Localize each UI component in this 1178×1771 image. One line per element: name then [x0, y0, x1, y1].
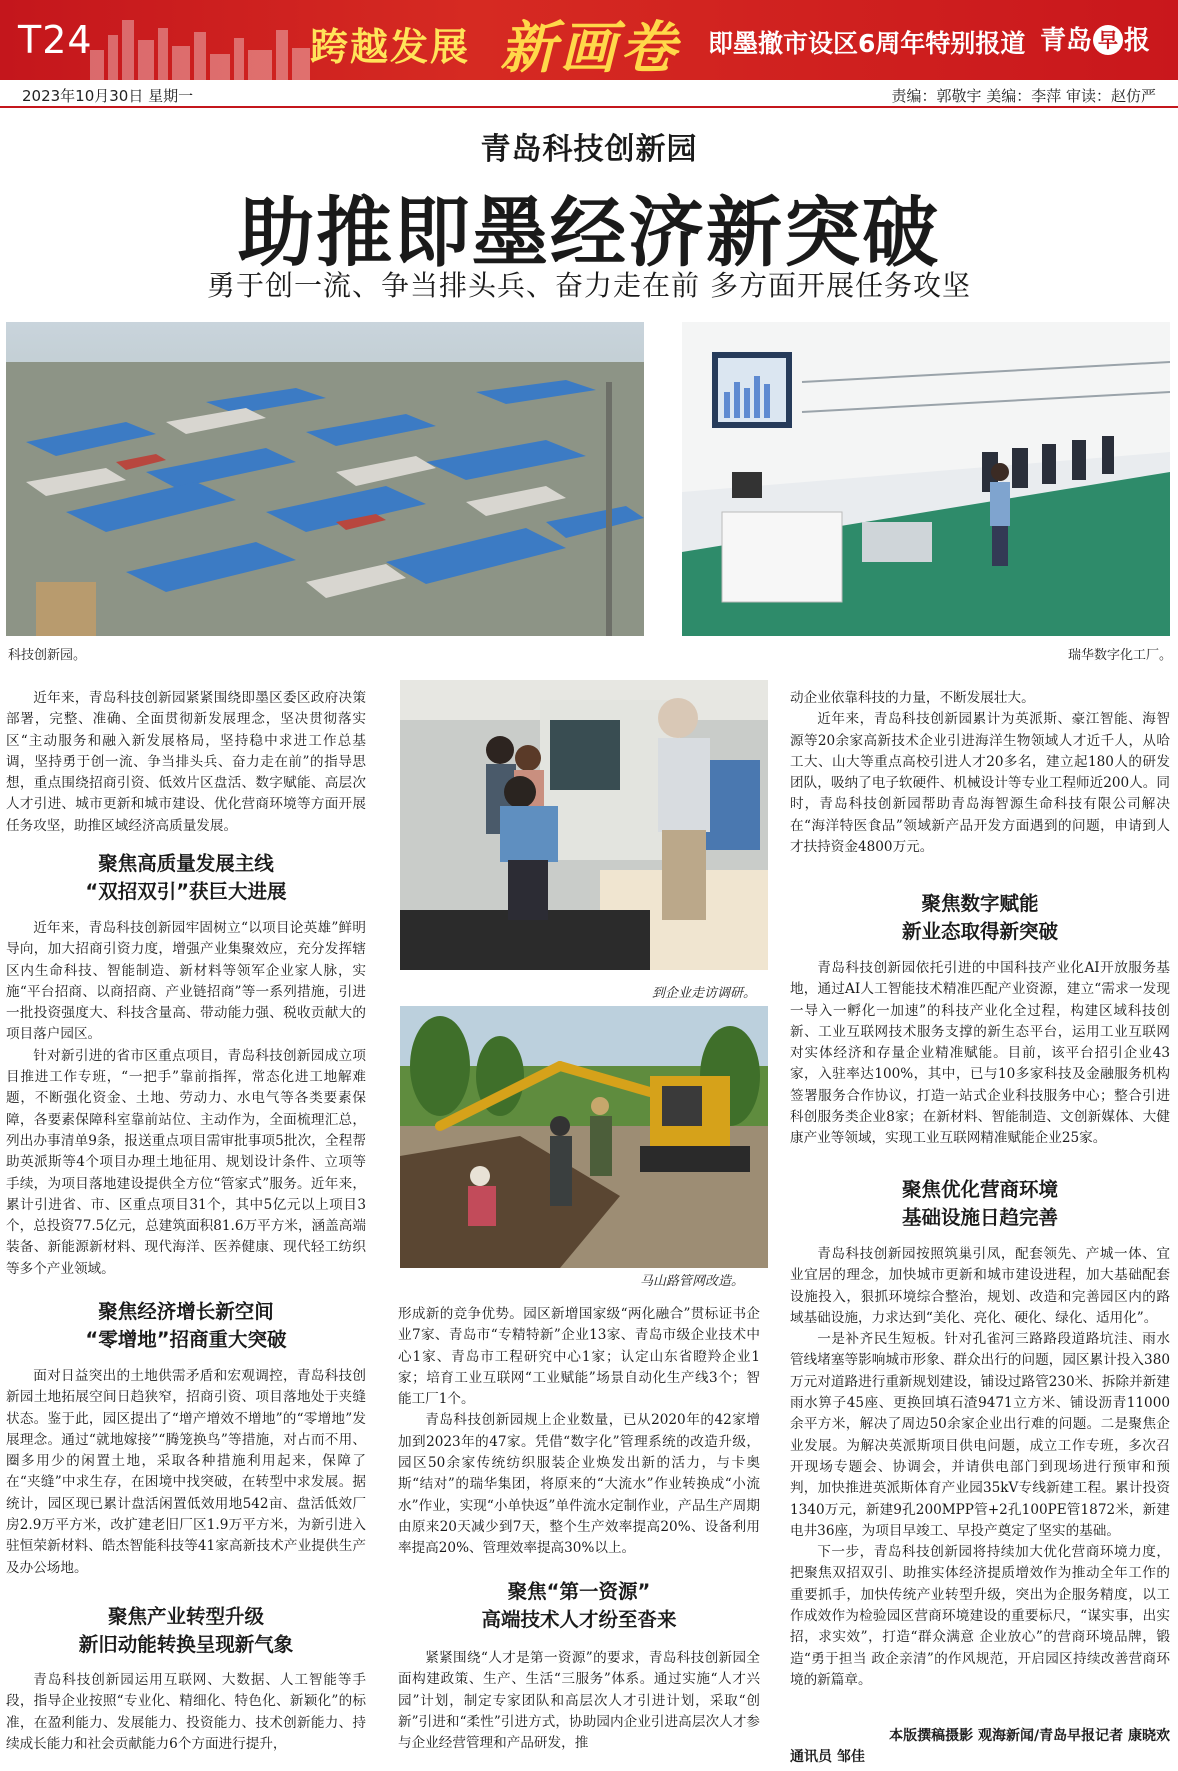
- headline: 助推即墨经济新突破: [238, 188, 940, 277]
- section-heading-line: 聚焦数字赋能: [921, 892, 1039, 915]
- article-column-2: [398, 1304, 760, 1560]
- editor-credits: 责编：郭敬宇 美编：李萍 审读：赵仿严: [891, 87, 1156, 105]
- paragraph: 青岛科技创新园按照筑巢引凤，配套领先、产城一体、宜业宜居的理念，加快城市更新和城市建设进程，加大基础配套设施投入，狠抓环境综合整治，规划、改造和完善园区内的路域基础设施，力求达到“美化、亮化、硬化、绿化、适用化”。: [790, 1246, 1170, 1326]
- article-column-1c: [6, 1366, 366, 1579]
- subheadline: 勇于创一流、争当排头兵、奋力走在前 多方面开展任务攻坚: [207, 269, 971, 302]
- article-column-2b: [398, 1648, 760, 1754]
- section-heading: [6, 850, 366, 906]
- issue-date: 2023年10月30日 星期一: [22, 87, 194, 105]
- byline-line: 本版撰稿摄影 观海新闻/青岛早报记者 康晓欢: [889, 1728, 1170, 1744]
- photo-enterprise-visit: [400, 680, 768, 970]
- section-heading: [6, 1298, 366, 1354]
- section-heading: [6, 1603, 366, 1659]
- article-column-1: [6, 688, 366, 837]
- photo-pipeline-works: [400, 1006, 768, 1268]
- section-heading-line: “双招双引”获巨大进展: [85, 880, 287, 903]
- photo-caption: 到企业走访调研。: [652, 986, 757, 1001]
- photo-caption: 科技创新园。: [8, 648, 87, 663]
- section-heading: [398, 1578, 760, 1634]
- photo-digital-factory: [682, 322, 1170, 636]
- banner-title-calligraphy: 新画卷: [500, 15, 680, 81]
- paragraph: 青岛科技创新园依托引进的中国科技产业化AI开放服务基地，通过AI人工智能技术精准匹配产业资源，建立“需求一发现一导入一孵化一加速”的科技产业化全过程，构建区域科技创新、工业互联网技术服务支撑的新生态平台，运用工业互联网对实体经济和存量企业精准赋能。目前，该平台招引企业43家，入驻率达100%，其中，已与10多家科技及金融服务机构签署服务合作协议，打造一站式企业科技服务中心；整合引进科创服务类企业8家；在新材料、智能制造、文创新媒体、大健康产业等领域，实现工业互联网精准赋能企业25家。: [790, 960, 1170, 1147]
- photo-caption: 瑞华数字化工厂。: [1067, 648, 1172, 663]
- section-heading: [790, 890, 1170, 946]
- byline: [790, 1726, 1170, 1768]
- article-column-1b: [6, 918, 366, 1280]
- article-column-3b: [790, 958, 1170, 1150]
- paragraph: 近年来，青岛科技创新园累计为英派斯、豪江智能、海智源等20余家高新技术企业引进海洋生物领域人才近千人，从哈工大、山大等重点高校引进人才20多名，建立起180人的研发团队，吸纳了电子软硬件、机械设计等专业工程师近200人。同时，青岛科技创新园帮助青岛海智源生命科技有限公司解决在“海洋特医食品”领域新产品开发方面遇到的问题，申请到人才扶持资金4800万元。: [790, 711, 1170, 856]
- paragraph: 下一步，青岛科技创新园将持续加大优化营商环境力度，把聚焦双招双引、助推实体经济提质增效作为推动全年工作的重要抓手，加快传统产业转型升级，突出为企服务精度，以工作成效作为检验园区营商环境建设的重要标尺，“谋实事，出实招，求实效”，打造“群众满意 企业放心”的营商环境品牌，锻造“勇于担当 政企亲清”的作风规范，开启园区持续改善营商环境的新篇章。: [790, 1544, 1170, 1688]
- paragraph: 动企业依靠科技的力量，不断发展壮大。: [790, 690, 1035, 706]
- paragraph: 面对日益突出的土地供需矛盾和宏观调控，青岛科技创新园土地拓展空间日趋狭窄，招商引资、项目落地处于夹缝状态。鉴于此，园区提出了“增产增效不增地”的“零增地”发展理念。通过“就地嫁接”“腾笼换鸟”等措施，对占而不用、圈多用少的闲置土地，采取各种措施利用起来，保障了在“夹缝”中求生存，在困境中找突破，在转型中求发展。据统计，园区现已累计盘活闲置低效用地542亩、盘活低效厂房2.9万平方米，改扩建老旧厂区1.9万平方米，为新引进入驻恒荣新材料、皓杰智能科技等41家高新技术产业提供生产及办公场地。: [6, 1368, 366, 1576]
- section-heading-line: 聚焦经济增长新空间: [98, 1300, 274, 1323]
- article-column-1d: [6, 1670, 366, 1755]
- section-heading-line: 聚焦产业转型升级: [107, 1605, 264, 1628]
- paragraph: 近年来，青岛科技创新园紧紧围绕即墨区委区政府决策部署，完整、准确、全面贯彻新发展理念，坚决贯彻落实区“主动服务和融入新发展格局，坚持稳中求进工作总基调，坚持勇于创一流、争当排头兵、奋力走在前”的指导思想，重点围绕招商引资、低效片区盘活、数字赋能、高层次人才引进、城市更新和城市建设、优化营商环境等方面开展任务攻坚，助推区域经济高质量发展。: [6, 690, 366, 834]
- section-heading-line: 聚焦高质量发展主线: [98, 852, 274, 875]
- article-column-3: [790, 688, 1170, 858]
- section-heading-line: 新旧动能转换呈现新气象: [78, 1633, 294, 1656]
- banner-title: 跨越发展: [310, 25, 471, 69]
- newspaper-logo: 青岛 早 报: [1040, 26, 1151, 56]
- kicker: 青岛科技创新园: [480, 132, 698, 167]
- section-heading-line: “零增地”招商重大突破: [85, 1328, 287, 1351]
- section-heading-line: 聚焦“第一资源”: [507, 1580, 651, 1603]
- photo-caption: 马山路管网改造。: [640, 1274, 745, 1289]
- byline-line: 通讯员 邹佳: [790, 1749, 865, 1765]
- photo-aerial-park: [6, 322, 644, 636]
- paragraph: 青岛科技创新园规上企业数量，已从2020年的42家增加到2023年的47家。凭借“数字化”管理系统的改造升级，园区50余家传统纺织服装企业焕发出新的活力，与卡奥斯“结对”的瑞华集团，将原来的“大流水”作业转换成“小流水”作业，实现“小单快返”单件流水定制作业，产品生产周期由原来20天减少到7天，整个生产效率提高20%、设备利用率提高20%、管理效率提高30%以上。: [398, 1412, 760, 1557]
- skyline-graphic: [90, 10, 310, 80]
- header-rule: [0, 106, 1178, 108]
- paragraph: 一是补齐民生短板。针对孔雀河三路路段道路坑洼、雨水管线堵塞等影响城市形象、群众出行的问题，园区累计投入380万元对道路进行重新规划建设，铺设过路管230米、拆除并新建雨水箅子45座、更换回填石渣9471立方米、铺设沥青11000余平方米，解决了周边50余家企业出行难的问题。二是聚焦企业发展。为解决英派斯项目供电问题，成立工作专班，多次召开现场专题会、协调会，并请供电部门到现场进行预审和预判，加快推进英派斯体育产业园35kV专线新建工程。累计投资1340万元，新建9孔200MPP管+2孔100PE管1872米，新建电井36座，为项目早竣工、早投产奠定了坚实的基础。: [790, 1331, 1170, 1539]
- section-heading-line: 聚焦优化营商环境: [901, 1178, 1058, 1201]
- paragraph: 青岛科技创新园运用互联网、大数据、人工智能等手段，指导企业按照“专业化、精细化、特色化、新颖化”的标准，在盈利能力、发展能力、投资能力、技术创新能力、持续成长能力和社会贡献能力6个方面进行提升，: [6, 1672, 366, 1752]
- section-heading-line: 高端技术人才纷至沓来: [481, 1608, 677, 1631]
- paragraph: 紧紧围绕“人才是第一资源”的要求，青岛科技创新园全面构建政策、生产、生活“三服务”体系。通过实施“人才兴园”计划，制定专家团队和高层次人才引进计划，采取“创新”引进和“柔性”引进方式，协助园内企业引进高层次人才参与企业经营管理和产品研发，推: [398, 1650, 760, 1752]
- article-column-3c: [790, 1244, 1170, 1691]
- section-heading-line: 新业态取得新突破: [901, 920, 1058, 943]
- section-heading-line: 基础设施日趋完善: [901, 1206, 1058, 1229]
- paragraph: 形成新的竞争优势。园区新增国家级“两化融合”贯标证书企业7家、青岛市“专精特新”企业13家、青岛市级企业技术中心1家、青岛市工程研究中心1家；认定山东省瞪羚企业1家；培育工业互联网“工业赋能”场景自动化生产线3个；智能工厂1个。: [398, 1306, 760, 1408]
- page-number: T24: [18, 18, 93, 62]
- banner-subtitle: 即墨撤市设区6周年特别报道: [708, 29, 1026, 58]
- paragraph: 近年来，青岛科技创新园牢固树立“以项目论英雄”鲜明导向，加大招商引资力度，增强产业集聚效应，充分发挥辖区内生命科技、智能制造、新材料等领军企业家人脉，实施“平台招商、以商招商、产业链招商”等一系列措施，引进一批投资强度大、科技含量高、带动能力强、税收贡献大的项目落户园区。: [6, 920, 366, 1043]
- paragraph: 针对新引进的省市区重点项目，青岛科技创新园成立项目推进工作专班，“一把手”靠前指挥，常态化进工地解难题，不断强化资金、土地、劳动力、水电气等各类要素保障，各要素保障科室靠前站位、主动作为，全面梳理汇总，列出办事清单9条，报送重点项目需审批事项5批次，全程帮助英派斯等4个项目办理土地征用、规划设计条件、立项等手续，为项目落地建设提供全方位“管家式”服务。近年来，累计引进省、市、区重点项目31个，其中5亿元以上项目3个，总投资77.5亿元，总建筑面积81.6万平方米，涵盖高端装备、新能源新材料、现代海洋、医养健康、现代轻工纺织等多个产业领域。: [6, 1047, 366, 1277]
- section-heading: [790, 1176, 1170, 1232]
